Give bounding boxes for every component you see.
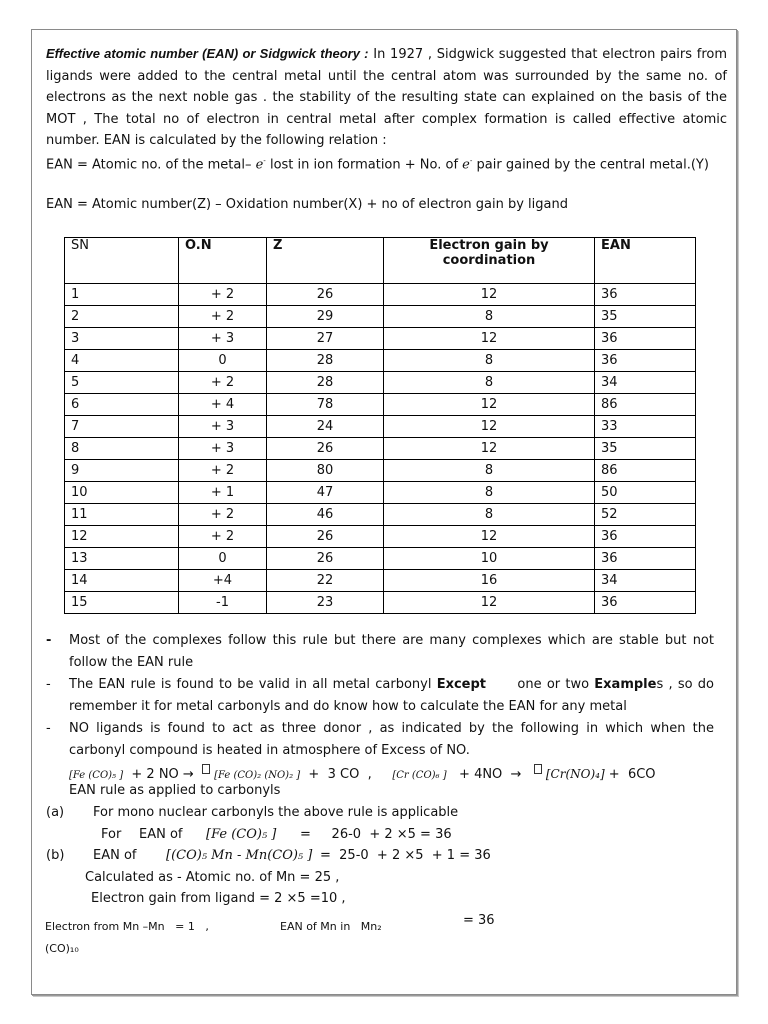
- ean-table: [64, 237, 696, 614]
- cell-z: 26: [267, 526, 384, 548]
- part-b-ean-of: EAN of: [93, 848, 137, 863]
- cell-on: -1: [179, 592, 267, 614]
- cell-on: + 1: [179, 482, 267, 504]
- cell-electron-gain: 8: [384, 306, 595, 328]
- cell-sn: 8: [65, 438, 179, 460]
- cell-on: + 2: [179, 526, 267, 548]
- part-b-line1: Calculated as - Atomic no. of Mn = 25 ,: [85, 870, 340, 885]
- fe-co5-formula: [Fe (CO)₅ ]: [69, 770, 124, 781]
- equation-text: + 3 CO ,: [300, 767, 393, 782]
- equation-text: + 2 NO →: [123, 767, 198, 782]
- header-sn: SN: [65, 238, 179, 284]
- header-on: O.N: [179, 238, 267, 284]
- cell-on: + 3: [179, 438, 267, 460]
- part-b-calc: = 25-0 + 2 ×5 + 1 = 36: [320, 848, 491, 863]
- cell-ean: 36: [595, 526, 696, 548]
- equation-text: + 4NO →: [446, 767, 530, 782]
- cell-sn: 14: [65, 570, 179, 592]
- cell-sn: 3: [65, 328, 179, 350]
- cell-sn: 5: [65, 372, 179, 394]
- part-a-formula: [Fe (CO)₅ ]: [206, 827, 277, 842]
- notes-list: [46, 630, 714, 762]
- cell-z: 26: [267, 438, 384, 460]
- cell-ean: 35: [595, 306, 696, 328]
- cell-on: + 4: [179, 394, 267, 416]
- cell-sn: 10: [65, 482, 179, 504]
- electron-symbol: e: [462, 157, 470, 173]
- table-row: [65, 548, 696, 570]
- cell-ean: 36: [595, 284, 696, 306]
- cell-electron-gain: 8: [384, 482, 595, 504]
- list-item-text: The EAN rule is found to be valid in all metal carbonyl: [69, 677, 437, 692]
- formula1-part-b: lost in ion formation + No. of: [265, 157, 463, 173]
- table-row: [65, 482, 696, 504]
- header-z: Z: [267, 238, 384, 284]
- table-row: [65, 372, 696, 394]
- table-body: [65, 284, 696, 614]
- cell-z: 26: [267, 548, 384, 570]
- cell-on: 0: [179, 548, 267, 570]
- table-row: [65, 328, 696, 350]
- cell-on: + 2: [179, 372, 267, 394]
- cell-ean: 86: [595, 460, 696, 482]
- cell-z: 28: [267, 372, 384, 394]
- cell-ean: 33: [595, 416, 696, 438]
- part-b-formula: [(CO)₅ Mn - Mn(CO)₅ ]: [166, 848, 313, 863]
- carbonyl-note: EAN rule as applied to carbonyls: [69, 783, 281, 798]
- cell-electron-gain: 8: [384, 504, 595, 526]
- cell-ean: 34: [595, 570, 696, 592]
- part-a-calc: = 26-0 + 2 ×5 = 36: [300, 827, 452, 842]
- table-row: [65, 438, 696, 460]
- cell-ean: 86: [595, 394, 696, 416]
- ean-formula-2: EAN = Atomic number(Z) – Oxidation number(X) + no of electron gain by ligand: [46, 197, 568, 212]
- cell-z: 78: [267, 394, 384, 416]
- list-item: [46, 674, 714, 717]
- table-row: [65, 460, 696, 482]
- table-row: [65, 592, 696, 614]
- ean-formula-1: [46, 151, 727, 176]
- intro-paragraph: [46, 43, 727, 152]
- cell-ean: 36: [595, 350, 696, 372]
- bullet-dash: -: [46, 677, 51, 692]
- list-item-text: one or two: [486, 677, 595, 692]
- cell-electron-gain: 12: [384, 592, 595, 614]
- cell-electron-gain: 8: [384, 372, 595, 394]
- cell-on: + 2: [179, 306, 267, 328]
- intro-body: In 1927 , Sidgwick suggested that electron pairs from ligands were added to the central metal until the central atom was surrounded by the same no. of electrons as the next noble gas . the stability of the resulting state can explained on the basis of the MOT , The total no of electron in central metal after complex formation is called effective atomic number. EAN is calculated by the following relation :: [46, 47, 728, 148]
- table-row: [65, 526, 696, 548]
- electron-charge: -: [263, 157, 266, 165]
- cell-on: +4: [179, 570, 267, 592]
- part-a-for: For: [101, 827, 122, 842]
- list-item: [46, 718, 714, 761]
- cell-electron-gain: 12: [384, 416, 595, 438]
- list-item: [46, 630, 714, 673]
- cell-z: 27: [267, 328, 384, 350]
- table-row: [65, 394, 696, 416]
- fe-product-formula: [Fe (CO)₂ (NO)₂ ]: [214, 770, 301, 781]
- cell-sn: 15: [65, 592, 179, 614]
- cell-z: 47: [267, 482, 384, 504]
- cell-z: 26: [267, 284, 384, 306]
- list-item-text: Most of the complexes follow this rule but there are many complexes which are stable but not follow the EAN rule: [69, 633, 714, 670]
- intro-heading: Effective atomic number (EAN) or Sidgwick theory :: [46, 46, 369, 61]
- cr-product-formula: [Cr(NO)₄]: [545, 767, 605, 781]
- cell-sn: 13: [65, 548, 179, 570]
- bullet-dash: -: [46, 721, 51, 736]
- cell-sn: 9: [65, 460, 179, 482]
- part-b-line3c: = 36: [463, 913, 495, 928]
- cell-z: 46: [267, 504, 384, 526]
- cell-ean: 36: [595, 328, 696, 350]
- cell-sn: 7: [65, 416, 179, 438]
- electron-charge: -: [469, 157, 473, 165]
- cell-sn: 2: [65, 306, 179, 328]
- table-row: [65, 306, 696, 328]
- header-ean: EAN: [595, 238, 696, 284]
- formula1-part-a: EAN = Atomic no. of the metal–: [46, 157, 256, 173]
- cell-ean: 36: [595, 592, 696, 614]
- equation-text: + 6CO: [604, 767, 656, 782]
- cell-ean: 36: [595, 548, 696, 570]
- part-a-label: (a): [46, 805, 65, 820]
- electron-symbol: e: [255, 157, 264, 173]
- table-row: [65, 570, 696, 592]
- cell-on: + 3: [179, 328, 267, 350]
- cell-electron-gain: 12: [384, 328, 595, 350]
- cell-z: 80: [267, 460, 384, 482]
- part-a-ean-of: EAN of: [139, 827, 183, 842]
- cell-z: 28: [267, 350, 384, 372]
- arrow-box-icon: [534, 764, 542, 774]
- table-row: [65, 504, 696, 526]
- bullet-dash: -: [46, 633, 52, 648]
- cell-z: 24: [267, 416, 384, 438]
- cell-electron-gain: 12: [384, 438, 595, 460]
- cell-sn: 11: [65, 504, 179, 526]
- cell-sn: 1: [65, 284, 179, 306]
- part-b-line4: (CO)₁₀: [45, 942, 79, 955]
- part-b-line3a: Electron from Mn –Mn = 1 ,: [45, 920, 209, 933]
- table-row: [65, 350, 696, 372]
- list-item-bold: Example: [594, 677, 657, 692]
- formula1-part-c: pair gained by the central metal.(Y): [472, 157, 709, 173]
- cell-z: 29: [267, 306, 384, 328]
- cell-electron-gain: 10: [384, 548, 595, 570]
- cell-sn: 12: [65, 526, 179, 548]
- part-a-text: For mono nuclear carbonyls the above rule is applicable: [93, 805, 459, 820]
- cell-ean: 52: [595, 504, 696, 526]
- part-b-line3b: EAN of Mn in Mn₂: [280, 920, 382, 933]
- cell-on: + 2: [179, 460, 267, 482]
- cell-ean: 50: [595, 482, 696, 504]
- cr-co6-formula: [Cr (CO)₆ ]: [392, 770, 447, 781]
- cell-on: + 3: [179, 416, 267, 438]
- list-item-bold: Except: [436, 677, 486, 692]
- header-electron-gain: Electron gain by coordination: [384, 238, 595, 284]
- cell-electron-gain: 12: [384, 526, 595, 548]
- table-row: [65, 284, 696, 306]
- list-item-text: NO ligands is found to act as three donor , as indicated by the following in which when the carbonyl compound is heated in atmosphere of Excess of NO.: [69, 721, 714, 758]
- part-b-line2: Electron gain from ligand = 2 ×5 =10 ,: [91, 891, 346, 906]
- cell-electron-gain: 12: [384, 394, 595, 416]
- table-row: [65, 416, 696, 438]
- cell-ean: 35: [595, 438, 696, 460]
- cell-ean: 34: [595, 372, 696, 394]
- cell-z: 23: [267, 592, 384, 614]
- table-header-row: [65, 238, 696, 284]
- cell-sn: 6: [65, 394, 179, 416]
- part-b-label: (b): [46, 848, 65, 863]
- cell-on: + 2: [179, 504, 267, 526]
- cell-z: 22: [267, 570, 384, 592]
- cell-electron-gain: 16: [384, 570, 595, 592]
- cell-on: + 2: [179, 284, 267, 306]
- arrow-box-icon: [202, 764, 210, 774]
- cell-electron-gain: 12: [384, 284, 595, 306]
- cell-electron-gain: 8: [384, 460, 595, 482]
- list-item-text: s , so do remember it for metal carbonyls and do know how to calculate the EAN for any metal: [69, 677, 714, 714]
- cell-electron-gain: 8: [384, 350, 595, 372]
- cell-sn: 4: [65, 350, 179, 372]
- cell-on: 0: [179, 350, 267, 372]
